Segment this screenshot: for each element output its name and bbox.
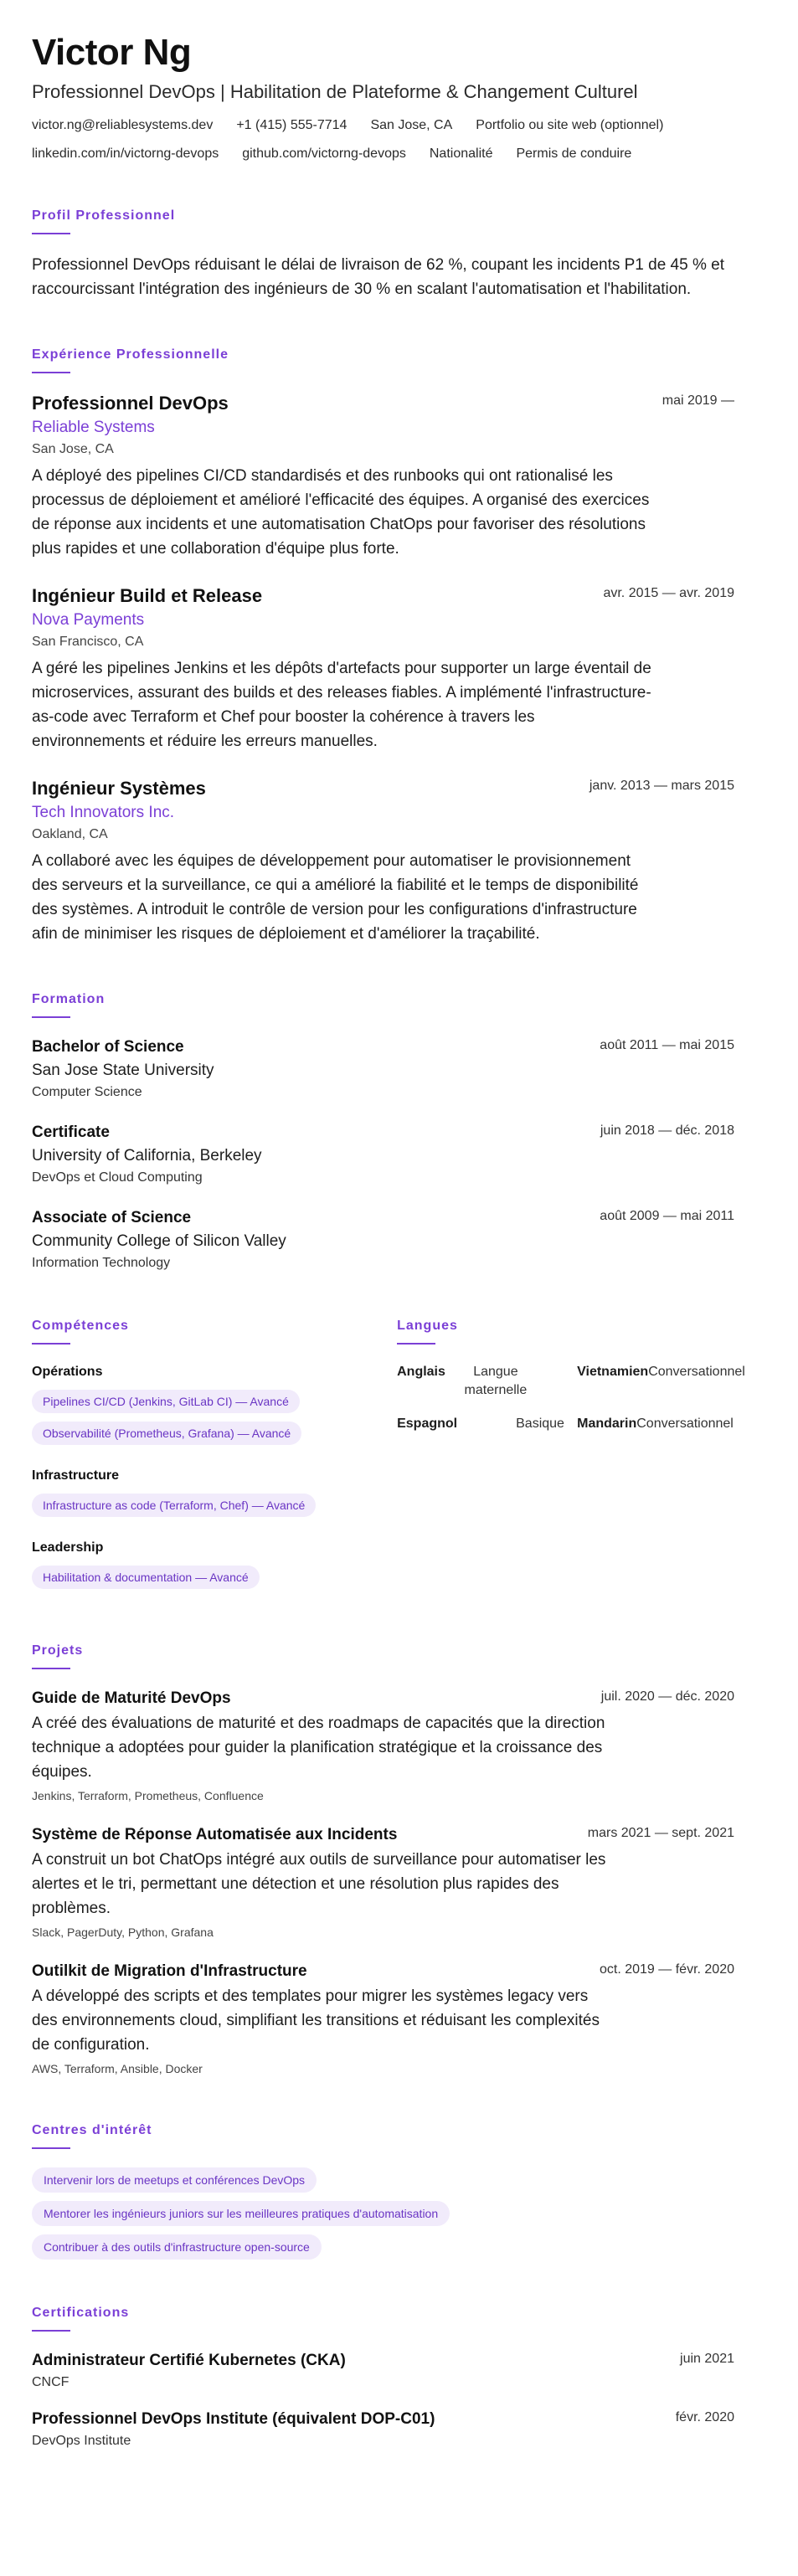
skills-languages-row: [32, 1318, 766, 1597]
project-dates: juil. 2020 — déc. 2020: [600, 1689, 734, 1704]
experience-description: A collaboré avec les équipes de développement pour automatiser le provisionnement des serveurs et la surveillance, ce qui a amélioré la fiabilité et le temps de disponibilité des systèmes. A introduit le contrôle de version pour les configurations d'infrastructure afin de minimiser les risques de déploiement et d'améliorer la traçabilité.: [32, 852, 639, 943]
contact-linkedin[interactable]: linkedin.com/in/victorng-devops: [32, 147, 219, 161]
language-item: [577, 1363, 757, 1400]
section-divider: [397, 1343, 435, 1345]
education-dates: août 2011 — mai 2015: [600, 1038, 734, 1052]
contact-list: [32, 117, 766, 134]
experience-dates: mai 2019 —: [662, 393, 734, 408]
project-tech: Jenkins, Terraform, Prometheus, Confluence: [32, 1789, 264, 1802]
skill-tag: Pipelines CI/CD (Jenkins, GitLab CI) — Avancé: [32, 1390, 300, 1413]
languages-section: [397, 1318, 766, 1597]
experience-dates: janv. 2013 — mars 2015: [589, 779, 734, 793]
certification-issuer: CNCF: [32, 2375, 70, 2389]
education-field: DevOps et Cloud Computing: [32, 1170, 203, 1185]
experience-company: Reliable Systems: [32, 419, 155, 436]
skill-tag: Habilitation & documentation — Avancé: [32, 1566, 260, 1589]
education-dates: août 2009 — mai 2011: [600, 1209, 734, 1223]
project-entry: [32, 1824, 766, 1941]
projects-section: [32, 1643, 766, 2077]
language-name: Anglais: [397, 1365, 445, 1379]
section-title: Langues: [397, 1319, 458, 1333]
section-title: Profil Professionnel: [32, 208, 176, 223]
section-title: Formation: [32, 992, 106, 1006]
skill-group-title: Infrastructure: [32, 1468, 120, 1483]
skill-group-title: Opérations: [32, 1365, 103, 1379]
experience-section: [32, 347, 766, 946]
profile-section: [32, 208, 766, 301]
experience-location: San Francisco, CA: [32, 635, 144, 649]
certification-name: Administrateur Certifié Kubernetes (CKA): [32, 2352, 346, 2369]
project-dates: oct. 2019 — févr. 2020: [600, 1962, 734, 1977]
contact-license: Permis de conduire: [516, 147, 632, 161]
interests-section: [32, 2122, 766, 2260]
education-dates: juin 2018 — déc. 2018: [600, 1123, 734, 1138]
profile-summary: Professionnel DevOps réduisant le délai de livraison de 62 %, coupant les incidents P1 de 45 % et raccourcissant l'intégration des ingénieurs de 30 % en scalant l'automatisation et l'habilitation.: [32, 256, 724, 298]
project-description: A développé des scripts et des templates pour migrer les systèmes legacy vers des environnements cloud, simplifiant les transitions et réduisant les complexités de configuration.: [32, 1987, 600, 2054]
education-entry: [32, 1122, 766, 1187]
section-title: Centres d'intérêt: [32, 2123, 152, 2137]
section-divider: [32, 1668, 70, 1669]
project-name: Outilkit de Migration d'Infrastructure: [32, 1962, 307, 1980]
experience-location: San Jose, CA: [32, 442, 114, 456]
section-title: Compétences: [32, 1319, 129, 1333]
skill-tag: Infrastructure as code (Terraform, Chef) — Avancé: [32, 1494, 316, 1517]
language-item: [397, 1415, 577, 1433]
contact-location: San Jose, CA: [370, 118, 453, 132]
skill-group: [32, 1363, 397, 1453]
section-divider: [32, 2147, 70, 2149]
section-title: Expérience Professionnelle: [32, 347, 229, 362]
experience-role: Ingénieur Build et Release: [32, 585, 263, 606]
language-level: Langue maternelle: [464, 1365, 528, 1397]
education-degree: Certificate: [32, 1123, 110, 1141]
section-title: Certifications: [32, 2306, 130, 2320]
experience-location: Oakland, CA: [32, 827, 108, 841]
interest-tag: Mentorer les ingénieurs juniors sur les meilleures pratiques d'automatisation: [32, 2201, 450, 2226]
contact-list-2: [32, 146, 766, 162]
language-row: [397, 1415, 766, 1433]
certification-issuer: DevOps Institute: [32, 2434, 131, 2448]
experience-role: Professionnel DevOps: [32, 393, 229, 414]
project-entry: [32, 1688, 766, 1804]
skills-section: [32, 1318, 397, 1597]
education-field: Computer Science: [32, 1085, 142, 1099]
language-level: Basique: [516, 1417, 564, 1431]
education-field: Information Technology: [32, 1256, 171, 1270]
language-item: [577, 1415, 757, 1433]
experience-role: Ingénieur Systèmes: [32, 778, 206, 799]
section-divider: [32, 372, 70, 373]
education-degree: Associate of Science: [32, 1209, 192, 1226]
project-entry: [32, 1961, 766, 2077]
certification-entry: [32, 2409, 766, 2450]
education-entry: [32, 1036, 766, 1102]
section-divider: [32, 1343, 70, 1345]
contact-nationality: Nationalité: [429, 147, 493, 161]
education-school: Community College of Silicon Valley: [32, 1232, 286, 1250]
language-name: Mandarin: [577, 1417, 637, 1431]
project-dates: mars 2021 — sept. 2021: [587, 1826, 734, 1840]
headline: Professionnel DevOps | Habilitation de Plateforme & Changement Culturel: [32, 81, 638, 102]
education-school: University of California, Berkeley: [32, 1147, 262, 1165]
section-divider: [32, 1016, 70, 1018]
experience-company: Tech Innovators Inc.: [32, 804, 175, 821]
project-name: Système de Réponse Automatisée aux Incidents: [32, 1826, 398, 1843]
certification-name: Professionnel DevOps Institute (équivalent DOP-C01): [32, 2410, 435, 2428]
language-row: [397, 1363, 766, 1400]
experience-entry: [32, 584, 766, 753]
experience-entry: [32, 777, 766, 946]
contact-github[interactable]: github.com/victorng-devops: [242, 147, 406, 161]
education-school: San Jose State University: [32, 1062, 214, 1079]
interest-tag: Contribuer à des outils d'infrastructure open-source: [32, 2234, 322, 2260]
project-description: A construit un bot ChatOps intégré aux outils de surveillance pour automatiser les alertes et le tri, permettant une détection et une résolution plus rapides des problèmes.: [32, 1851, 606, 1917]
language-item: [397, 1363, 577, 1400]
experience-entry: [32, 392, 766, 561]
contact-portfolio[interactable]: Portfolio ou site web (optionnel): [476, 118, 664, 132]
education-degree: Bachelor of Science: [32, 1038, 184, 1056]
language-name: Espagnol: [397, 1417, 458, 1431]
certification-entry: [32, 2350, 766, 2392]
contact-phone[interactable]: +1 (415) 555-7714: [236, 118, 348, 132]
certification-date: févr. 2020: [675, 2410, 734, 2424]
language-name: Vietnamien: [577, 1365, 649, 1379]
candidate-name: Victor Ng: [32, 32, 192, 73]
contact-email[interactable]: victor.ng@reliablesystems.dev: [32, 118, 214, 132]
skill-group-title: Leadership: [32, 1540, 104, 1555]
skill-group: [32, 1539, 397, 1597]
project-tech: Slack, PagerDuty, Python, Grafana: [32, 1926, 214, 1939]
education-entry: [32, 1207, 766, 1273]
language-level: Conversationnel: [648, 1365, 745, 1379]
language-level: Conversationnel: [636, 1417, 734, 1431]
project-description: A créé des évaluations de maturité et des roadmaps de capacités que la direction technique a adoptées pour guider la planification stratégique et la croissance des équipes.: [32, 1715, 605, 1781]
skill-group: [32, 1467, 397, 1525]
section-divider: [32, 233, 70, 234]
section-title: Projets: [32, 1643, 84, 1658]
section-divider: [32, 2330, 70, 2332]
interest-tag: Intervenir lors de meetups et conférences DevOps: [32, 2167, 317, 2193]
project-tech: AWS, Terraform, Ansible, Docker: [32, 2062, 203, 2075]
experience-company: Nova Payments: [32, 611, 145, 629]
education-section: [32, 991, 766, 1273]
certifications-section: [32, 2305, 766, 2450]
skill-tag: Observabilité (Prometheus, Grafana) — Avancé: [32, 1422, 301, 1445]
experience-dates: avr. 2015 — avr. 2019: [603, 586, 734, 600]
certification-date: juin 2021: [680, 2352, 734, 2366]
experience-description: A géré les pipelines Jenkins et les dépôts d'artefacts pour supporter un large éventail de microservices, assurant des builds et des releases fiables. A implémenté l'infrastructure-as-code avec Terraform et Chef pour booster la cohérence à travers les environnements et réduire les erreurs manuelles.: [32, 660, 651, 750]
project-name: Guide de Maturité DevOps: [32, 1689, 231, 1707]
experience-description: A déployé des pipelines CI/CD standardisés et des runbooks qui ont rationalisé les processus de déploiement et amélioré l'efficacité des équipes. A organisé des exercices de réponse aux incidents et une automatisation ChatOps pour favoriser des résolutions plus rapides et une collaboration d'équipe plus forte.: [32, 467, 650, 558]
